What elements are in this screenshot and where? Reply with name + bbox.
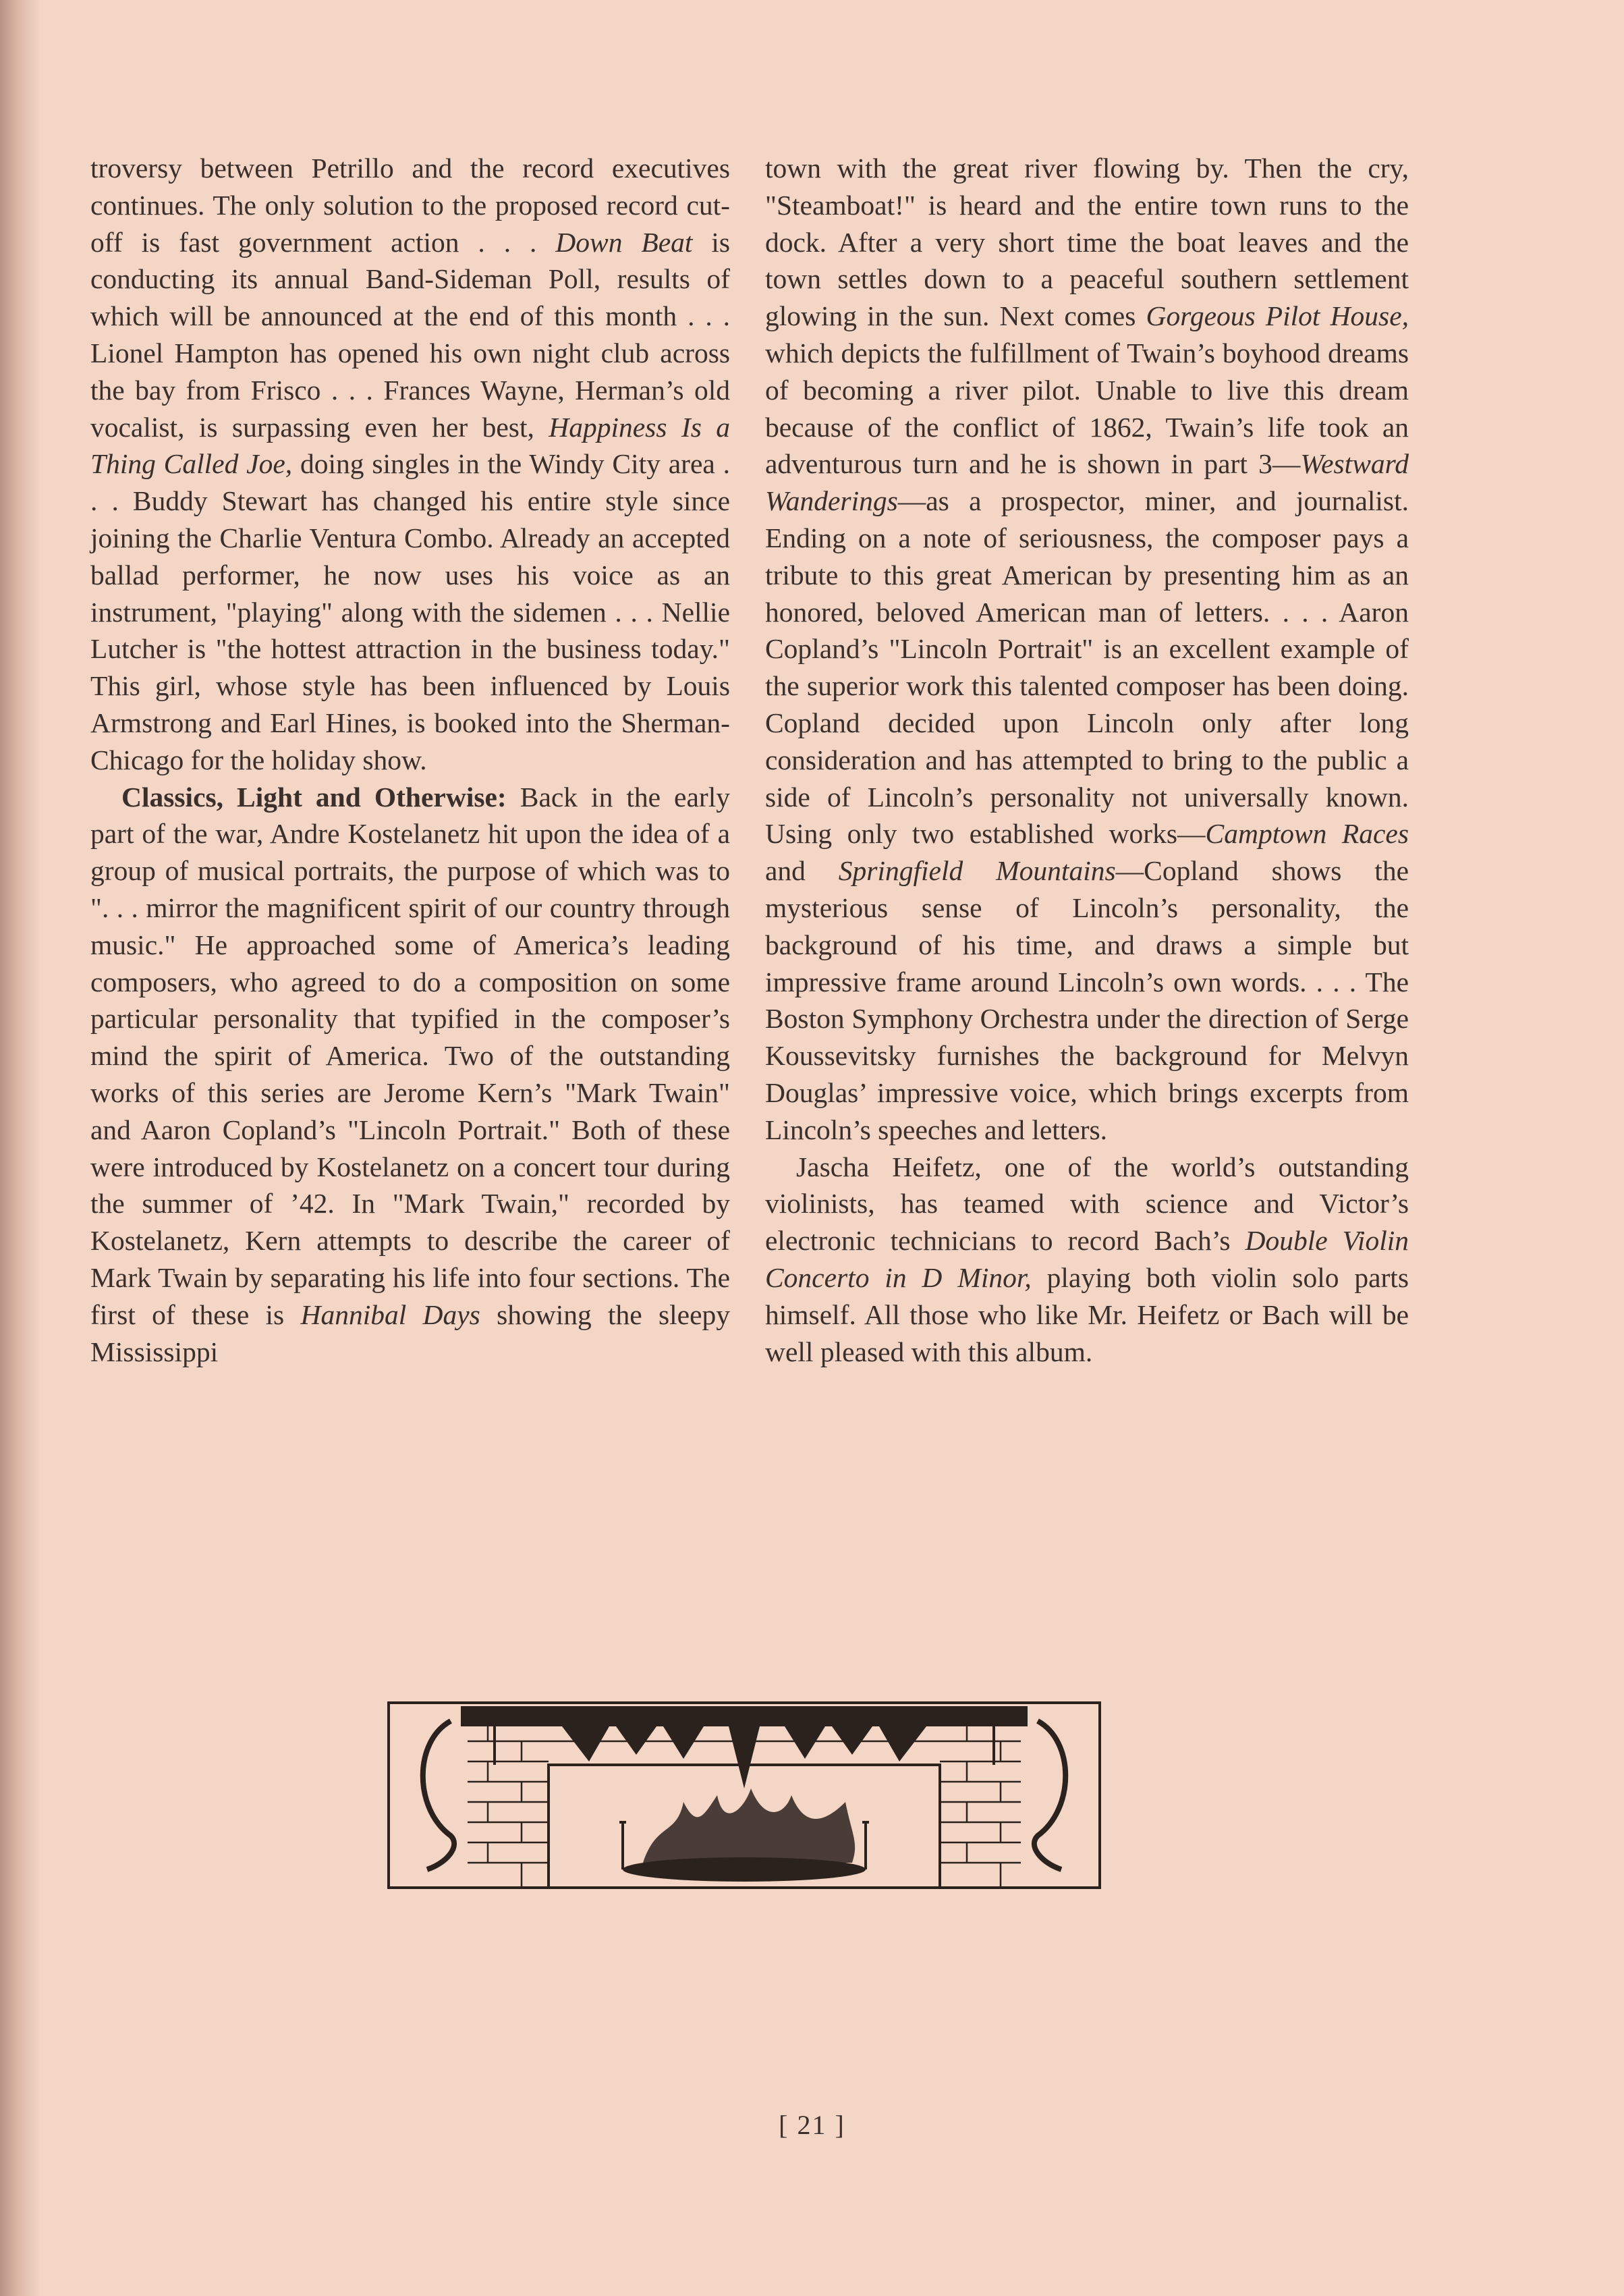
text-run: which depicts the fulfillment of Twain’s boyhood dreams of becoming a river pilot. Unable to live this dream because of the conflict of 1862, Twain’s life took an adventurous turn and he is shown in part 3— bbox=[765, 337, 1409, 480]
text-run: Back in the early part of the war, Andre Kostelanetz hit upon the idea of a group of musical portraits, the purpose of which was to ". . . mirror the magnificent spirit of our country through music." He approached some of America’s leading composers, who agreed to do a composition on some particular personality that typified in the composer’s mind the spirit of America. Two of the outstanding works of this series are Jerome Kern’s "Mark Twain" and Aaron Copland’s "Lincoln Portrait." Both of these were introduced by Kostelanetz on a concert tour during the summer of ’42. In "Mark Twain," recorded by Kostelanetz, Kern attempts to describe the career of Mark Twain by separating his life into four sections. The first of these is bbox=[90, 781, 730, 1330]
text-run: doing singles in the Windy City area . . . Buddy Stewart has changed his entire style since joining the Charlie Ventura Combo. Already an accepted ballad performer, he now uses his voice as an instrument, "playing" along with the sidemen . . . Nellie Lutcher is "the hottest attraction in the business today." This girl, whose style has been influenced by Louis Armstrong and Earl Hines, is booked into the Sherman-Chicago for the holiday show. bbox=[90, 448, 730, 775]
italic-title: Camptown Races bbox=[1205, 818, 1409, 850]
italic-title: Double Violin Concerto in D Minor, bbox=[765, 1225, 1409, 1293]
text-column-right bbox=[765, 150, 1409, 1370]
page-gutter-shadow bbox=[0, 0, 40, 2296]
paragraph bbox=[765, 150, 1409, 1149]
italic-title: Hannibal Days bbox=[300, 1299, 480, 1330]
italic-title: Down Beat bbox=[555, 226, 693, 258]
text-run: playing both violin solo parts himself. All those who like Mr. Heifetz or Bach will be well pleased with this album. bbox=[765, 1261, 1409, 1367]
italic-title: Westward Wanderings bbox=[765, 448, 1409, 517]
text-column-left bbox=[90, 150, 730, 1370]
text-run: and bbox=[765, 855, 839, 887]
page-number: [ 21 ] bbox=[779, 2110, 845, 2140]
text-run: Jascha Heifetz, one of the world’s outstanding violinists, has teamed with science and Victor’s electronic technicians to record Bach’s bbox=[765, 1151, 1409, 1257]
text-run: is conducting its annual Band-Sideman Poll, results of which will be announced at the end of this month . . . Lionel Hampton has opened his own night club across the bay from Frisco . . . Frances Wayne, Herman’s old vocalist, is surpassing even her best, bbox=[90, 226, 731, 443]
text-run: town with the great river flowing by. Then the cry, "Steamboat!" is heard and the entire town runs to the dock. After a very short time the boat leaves and the town settles down to a peaceful southern settlement glowing in the sun. Next comes bbox=[765, 153, 1409, 332]
text-run: —Copland shows the mysterious sense of Lincoln’s personality, the background of his time, and draws a simple but impressive frame around Lincoln’s own words. . . . The Boston Symphony Orchestra under the direction of Serge Koussevitsky furnishes the background for Melvyn Douglas’ impressive voice, which brings excerpts from Lincoln’s speeches and letters. bbox=[765, 855, 1409, 1145]
section-heading: Classics, Light and Otherwise: bbox=[121, 781, 507, 813]
text-run: —as a prospector, miner, and journalist. Ending on a note of seriousness, the composer pays a tribute to this great American by presenting him as an honored, beloved American man of letters. . . . Aaron Copland’s "Lincoln Portrait" is an excellent example of the superior work this talented composer has been doing. Copland decided upon Lincoln only after long consideration and has attempted to bring to the public a side of Lincoln’s personality not universally known. Using only two established works— bbox=[765, 485, 1409, 850]
paragraph bbox=[765, 1149, 1409, 1371]
paragraph bbox=[90, 779, 730, 1371]
paragraph bbox=[90, 150, 730, 779]
italic-title: Springfield Mountains bbox=[838, 855, 1116, 887]
fireplace-illustration bbox=[387, 1701, 1102, 1890]
italic-title: Gorgeous Pilot House, bbox=[1146, 300, 1409, 332]
italic-title: Happiness Is a Thing Called Joe, bbox=[90, 411, 730, 480]
text-run: troversy between Petrillo and the record executives continues. The only solution to the proposed record cut-off is fast government action . . . bbox=[90, 153, 730, 258]
text-run: showing the sleepy Mississippi bbox=[90, 1299, 730, 1367]
